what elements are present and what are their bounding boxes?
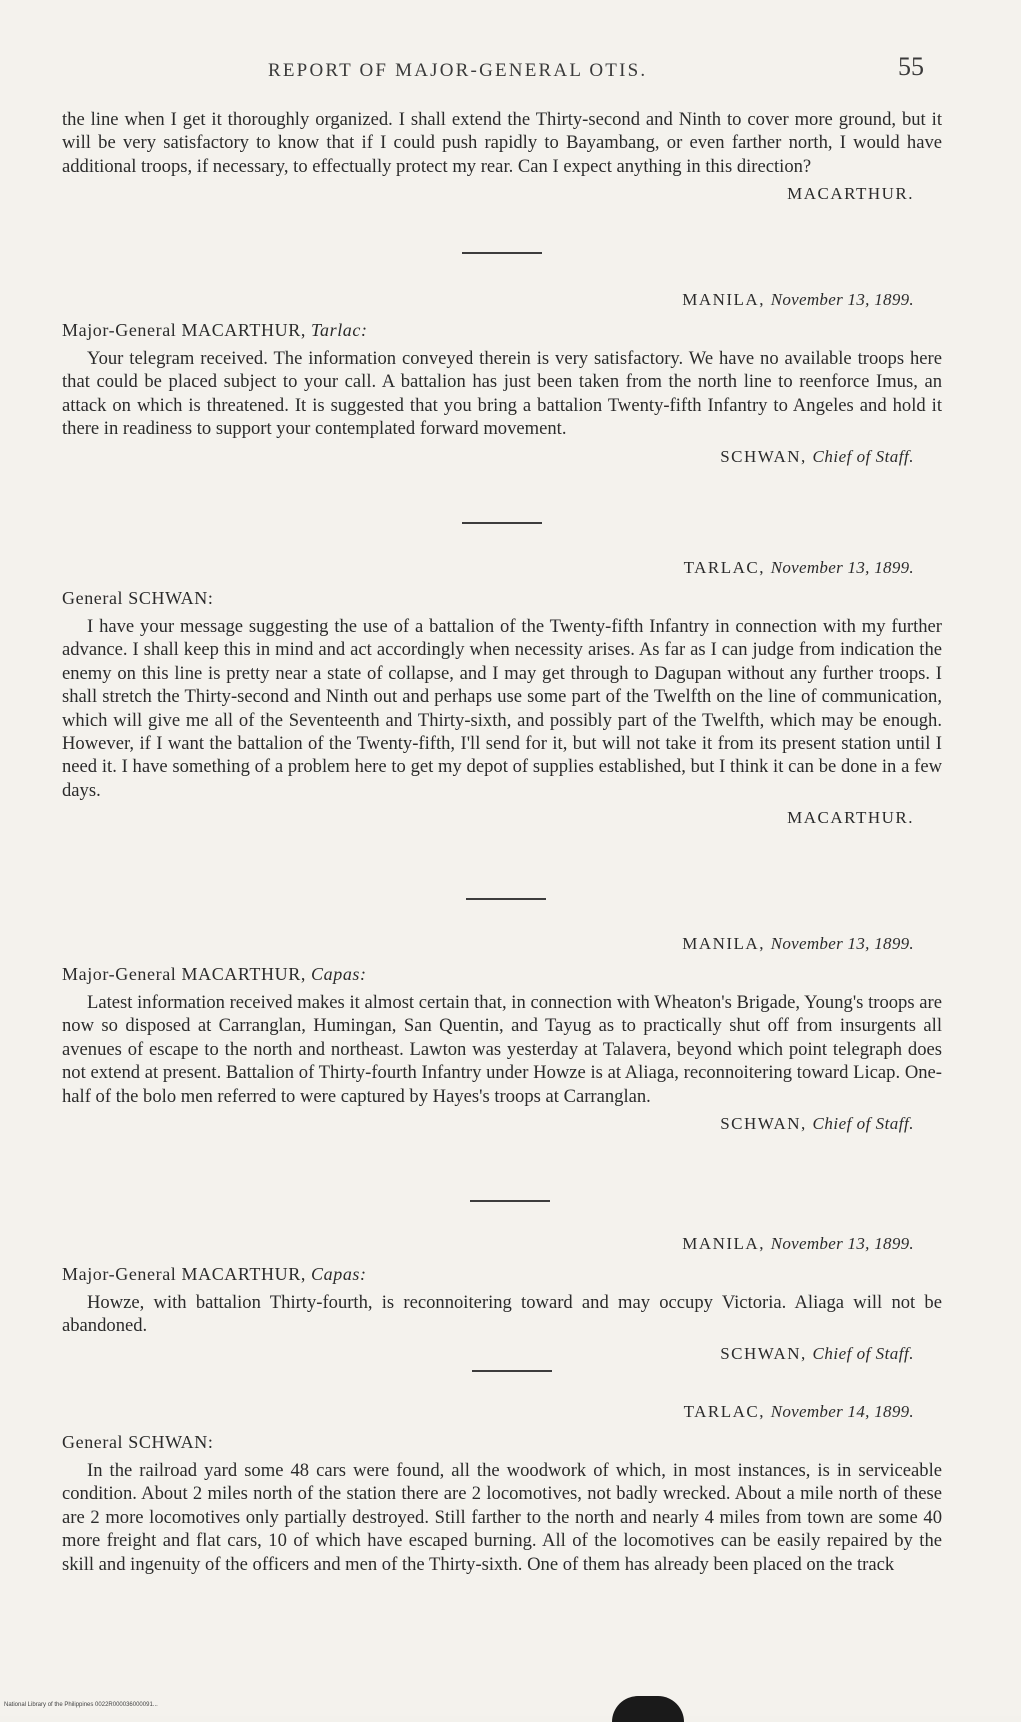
addressee <box>62 320 942 341</box>
signature-name: SCHWAN, <box>720 1114 807 1134</box>
signature <box>62 1114 914 1134</box>
addressee-name: General SCHWAN: <box>62 1432 214 1452</box>
addressee <box>62 964 942 985</box>
section-divider <box>466 898 546 900</box>
signature-title: Chief of Staff. <box>812 1114 914 1134</box>
section-divider <box>472 1370 552 1372</box>
dateline <box>62 934 914 954</box>
dateline <box>62 1402 914 1422</box>
dateline-place: MANILA, <box>682 934 765 953</box>
addressee <box>62 1264 942 1285</box>
section-divider <box>462 522 542 524</box>
message-text: Latest information received makes it almost certain that, in connection with Wheaton's Brigade, Young's troops are now so disposed at Carranglan, Humingan, San Quentin, and Tayug as to practically shut off from insurgents all avenues of escape to the north and northeast. Lawton was yesterday at Talavera, beyond which point telegraph does not extend at present. Battalion of Thirty-fourth Infantry under Howze is at Aliaga, reconnoitering toward Licap. One-half of the bolo men referred to were captured by Hayes's troops at Carranglan. <box>62 992 942 1107</box>
page-header <box>0 52 1021 88</box>
addressee <box>62 1432 942 1453</box>
dateline <box>62 290 914 310</box>
signature-name: SCHWAN, <box>720 446 807 466</box>
message-block-4 <box>62 934 942 1134</box>
signature: MACARTHUR. <box>787 184 914 204</box>
message-block-2 <box>62 290 942 467</box>
signature-title: Chief of Staff. <box>812 446 914 466</box>
addressee-name: Major-General MACARTHUR, <box>62 320 306 340</box>
page-number: 55 <box>898 52 924 81</box>
message-block-3 <box>62 558 942 828</box>
message-text: I have your message suggesting the use of a battalion of the Twenty-fifth Infantry in connection with my further advance. I shall keep this in mind and act accordingly when necessity arises. As far as I can judge from indication the enemy on this line is pretty near a state of collapse, and I may get through to Dagupan without any further troops. I shall stretch the Thirty-second and Ninth out and perhaps use some part of the Twelfth on the line of communication, which will give me all of the Seventeenth and Thirty-sixth, and possibly part of the Twelfth, which may be enough. However, if I want the battalion of the Twenty-fifth, I'll send for it, but will not take it from its present station until I need it. I have something of a problem here to get my depot of supplies established, but I think it can be done in a few days. <box>62 616 942 801</box>
signature-title: Chief of Staff. <box>812 1343 914 1363</box>
message-text: Your telegram received. The information conveyed therein is very satisfactory. We have no available troops here that could be placed subject to your call. A battalion has just been taken from the north line to reenforce Imus, an attack on which is threatened. It is suggested that you bring a battalion Twenty-fifth Infantry to Angeles and hold it there in readiness to support your contemplated forward movement. <box>62 348 942 440</box>
message-block-5 <box>62 1234 942 1364</box>
dateline-place: TARLAC, <box>683 558 765 577</box>
dateline-date: November 13, 1899. <box>770 1234 914 1253</box>
dateline-place: MANILA, <box>682 1234 765 1253</box>
dateline <box>62 1234 914 1254</box>
section-divider <box>462 252 542 254</box>
message-text: In the railroad yard some 48 cars were found, all the woodwork of which, in most instances, is in serviceable condition. About 2 miles north of the station there are 2 locomotives, not badly wrecked. About a mile north of these are 2 more locomotives only partially destroyed. Still farther to the north and nearly 4 miles from town are some 40 more freight and flat cars, 10 of which have escaped burning. All of the locomotives can be easily repaired by the skill and ingenuity of the officers and men of the Thirty-sixth. One of them has already been placed on the track <box>62 1460 942 1575</box>
scan-footer: National Library of the Philippines 0022R000036000091... <box>4 1702 158 1708</box>
dateline-place: TARLAC, <box>683 1402 765 1421</box>
addressee <box>62 588 942 609</box>
addressee-name: General SCHWAN: <box>62 588 214 608</box>
addressee-place: Tarlac: <box>311 320 368 340</box>
message-block-6 <box>62 1402 942 1576</box>
signature-name: SCHWAN, <box>720 1343 807 1363</box>
dateline-date: November 13, 1899. <box>770 934 914 953</box>
signature: MACARTHUR. <box>787 808 914 828</box>
signature <box>62 1344 914 1364</box>
signature <box>62 447 914 467</box>
addressee-name: Major-General MACARTHUR, <box>62 964 306 984</box>
running-head: REPORT OF MAJOR-GENERAL OTIS. <box>268 60 648 81</box>
message-text: the line when I get it thoroughly organized. I shall extend the Thirty-second and Ninth to cover more ground, but it will be very satisfactory to know that if I could push rapidly to Bayambang, or even farther north, I would have additional troops, if necessary, to effectually protect my rear. Can I expect anything in this direction? <box>62 109 942 177</box>
addressee-place: Capas: <box>311 964 367 984</box>
message-text: Howze, with battalion Thirty-fourth, is reconnoitering toward and may occupy Victoria. Aliaga will not be abandoned. <box>62 1292 942 1337</box>
section-divider <box>470 1200 550 1202</box>
addressee-place: Capas: <box>311 1264 367 1284</box>
dateline-date: November 14, 1899. <box>770 1402 914 1421</box>
dateline-date: November 13, 1899. <box>770 290 914 309</box>
dateline <box>62 558 914 578</box>
addressee-name: Major-General MACARTHUR, <box>62 1264 306 1284</box>
message-block-1 <box>62 108 942 204</box>
scan-artifact-shape <box>612 1696 684 1722</box>
dateline-place: MANILA, <box>682 290 765 309</box>
dateline-date: November 13, 1899. <box>770 558 914 577</box>
